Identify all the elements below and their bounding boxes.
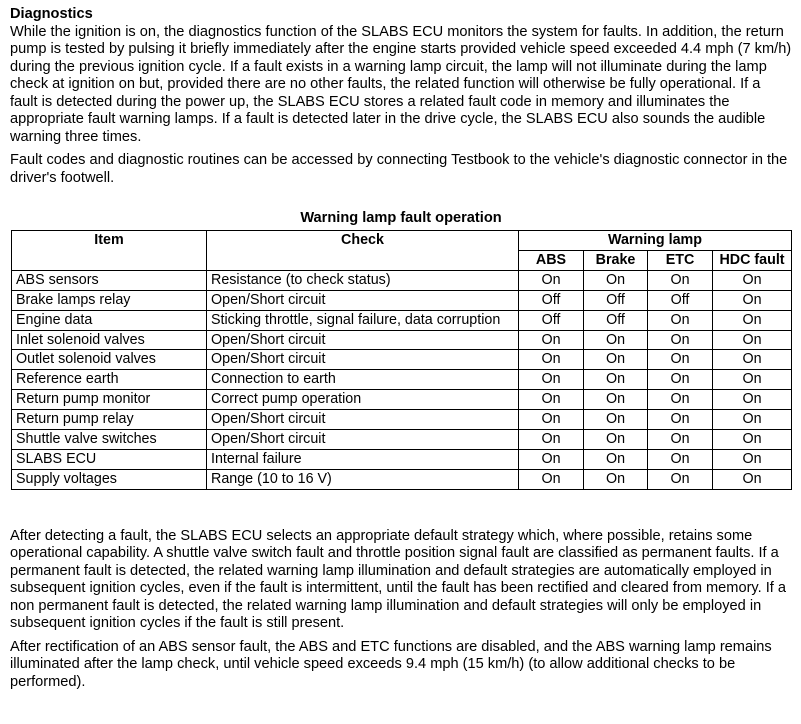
default-strategy-paragraph: After detecting a fault, the SLABS ECU selects an appropriate default strategy which, where possible, retains some operational capability. A shuttle valve switch fault and throttle position signal fault are classified as permanent faults. If a permanent fault is detected, the related warning lamp illumination and default strategies are automatically employed in subsequent ignition cycles, even if the fault is intermittent, until the fault has been rectified and cleared from memory. If a non permanent fault is detected, the related warning lamp illumination and default strategies will only be employed in subsequent ignition cycles if the fault is still present. (10, 527, 787, 632)
cell-item: Reference earth (12, 370, 207, 390)
cell-etc: On (648, 390, 713, 410)
cell-item: Return pump relay (12, 410, 207, 430)
cell-abs: On (519, 350, 584, 370)
table-row (12, 270, 792, 290)
cell-hdc: On (713, 390, 792, 410)
cell-abs: On (519, 390, 584, 410)
cell-abs: Off (519, 310, 584, 330)
cell-hdc: On (713, 430, 792, 450)
cell-item: Supply voltages (12, 469, 207, 489)
cell-hdc: On (713, 310, 792, 330)
table-row (12, 449, 792, 469)
header-etc: ETC (648, 250, 713, 270)
cell-item: Outlet solenoid valves (12, 350, 207, 370)
cell-hdc: On (713, 270, 792, 290)
header-warning-lamp: Warning lamp (519, 231, 792, 251)
cell-etc: On (648, 449, 713, 469)
cell-abs: On (519, 430, 584, 450)
document-page (10, 6, 792, 691)
cell-etc: Off (648, 290, 713, 310)
table-row (12, 290, 792, 310)
cell-item: Inlet solenoid valves (12, 330, 207, 350)
table-row (12, 310, 792, 330)
cell-check: Correct pump operation (207, 390, 519, 410)
cell-check: Open/Short circuit (207, 290, 519, 310)
cell-brake: On (584, 370, 648, 390)
cell-abs: Off (519, 290, 584, 310)
cell-etc: On (648, 430, 713, 450)
cell-brake: On (584, 330, 648, 350)
cell-hdc: On (713, 469, 792, 489)
cell-hdc: On (713, 330, 792, 350)
cell-item: Engine data (12, 310, 207, 330)
rectification-paragraph: After rectification of an ABS sensor fault, the ABS and ETC functions are disabled, and the ABS warning lamp remains illuminated after the lamp check, until vehicle speed exceeds 9.4 mph (15 km/h) (to allow additional checks to be performed). (10, 638, 772, 690)
testbook-paragraph: Fault codes and diagnostic routines can be accessed by connecting Testbook to the vehicle's diagnostic connector in the driver's footwell. (10, 152, 788, 186)
warning-lamp-table (11, 230, 792, 490)
cell-check: Open/Short circuit (207, 330, 519, 350)
cell-brake: Off (584, 310, 648, 330)
cell-item: Return pump monitor (12, 390, 207, 410)
cell-hdc: On (713, 370, 792, 390)
cell-hdc: On (713, 350, 792, 370)
cell-etc: On (648, 350, 713, 370)
cell-abs: On (519, 270, 584, 290)
cell-check: Open/Short circuit (207, 430, 519, 450)
section-heading: Diagnostics (10, 6, 93, 22)
cell-item: ABS sensors (12, 270, 207, 290)
table-row (12, 469, 792, 489)
cell-brake: On (584, 469, 648, 489)
cell-item: SLABS ECU (12, 449, 207, 469)
header-item: Item (12, 231, 207, 271)
table-row (12, 430, 792, 450)
cell-etc: On (648, 410, 713, 430)
table-row (12, 330, 792, 350)
table-title: Warning lamp fault operation (300, 210, 502, 226)
cell-etc: On (648, 330, 713, 350)
cell-etc: On (648, 469, 713, 489)
cell-check: Range (10 to 16 V) (207, 469, 519, 489)
table-row (12, 370, 792, 390)
cell-brake: On (584, 350, 648, 370)
cell-abs: On (519, 449, 584, 469)
cell-hdc: On (713, 290, 792, 310)
cell-etc: On (648, 270, 713, 290)
cell-brake: On (584, 270, 648, 290)
cell-etc: On (648, 370, 713, 390)
cell-hdc: On (713, 410, 792, 430)
header-hdc-fault: HDC fault (713, 250, 792, 270)
cell-check: Connection to earth (207, 370, 519, 390)
cell-brake: On (584, 430, 648, 450)
cell-check: Open/Short circuit (207, 410, 519, 430)
intro-paragraph: While the ignition is on, the diagnostics function of the SLABS ECU monitors the system for faults. In addition, the return pump is tested by pulsing it briefly immediately after the engine starts provided vehicle speed exceeded 4.4 mph (7 km/h) during the previous ignition cycle. If a fault exists in a warning lamp circuit, the lamp will not illuminate during the lamp check at ignition on but, provided there are no other faults, the related function will otherwise be fully operational. If a fault is detected during the power up, the SLABS ECU stores a related fault code in memory and illuminates the appropriate fault warning lamps. If a fault is detected later in the drive cycle, the SLABS ECU also sounds the audible warning three times. (10, 23, 792, 145)
cell-brake: On (584, 449, 648, 469)
header-check: Check (207, 231, 519, 271)
cell-check: Sticking throttle, signal failure, data corruption (207, 310, 519, 330)
header-abs: ABS (519, 250, 584, 270)
cell-abs: On (519, 330, 584, 350)
cell-brake: Off (584, 290, 648, 310)
cell-abs: On (519, 410, 584, 430)
cell-item: Shuttle valve switches (12, 430, 207, 450)
table-row (12, 350, 792, 370)
header-brake: Brake (584, 250, 648, 270)
cell-item: Brake lamps relay (12, 290, 207, 310)
cell-check: Internal failure (207, 449, 519, 469)
cell-brake: On (584, 410, 648, 430)
table-row (12, 390, 792, 410)
cell-check: Open/Short circuit (207, 350, 519, 370)
table-row (12, 410, 792, 430)
cell-etc: On (648, 310, 713, 330)
cell-abs: On (519, 469, 584, 489)
cell-check: Resistance (to check status) (207, 270, 519, 290)
cell-hdc: On (713, 449, 792, 469)
cell-brake: On (584, 390, 648, 410)
cell-abs: On (519, 370, 584, 390)
